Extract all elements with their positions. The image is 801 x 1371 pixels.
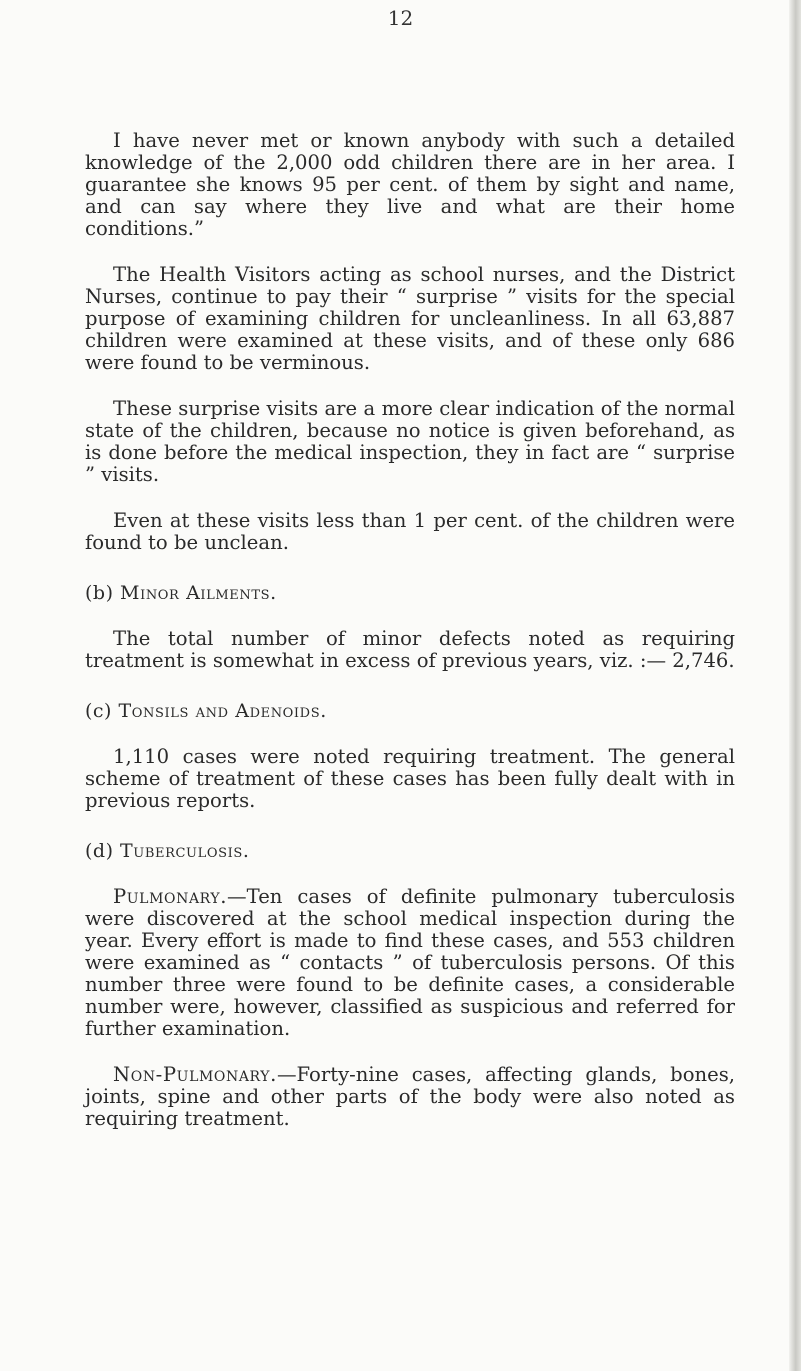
heading-tuberculosis xyxy=(85,840,735,862)
page-edge-shadow xyxy=(789,0,801,1371)
paragraph-quote-end: I have never met or known anybody with such a detailed knowledge of the 2,000 odd children there are in her area. I guarantee she knows 95 per cent. of them by sight and name, and can say where they live and what are their home conditions.” xyxy=(85,129,735,240)
pulmonary-text: —Ten cases of definite pulmonary tuberculosis were discovered at the school medical inspection during the year. Every effort is made to find these cases, and 553 children were examined as “ contacts ” of tuberculosis persons. Of this number three were found to be definite cases, a considerable number were, however, classified as suspicious and referred for further examination. xyxy=(85,885,735,1040)
heading-label: (d) xyxy=(85,840,121,862)
heading-label: (b) xyxy=(85,582,121,604)
paragraph-normal-state: These surprise visits are a more clear indication of the normal state of the children, because no notice is given beforehand, as is done before the medical inspection, they in fact are “ surprise ” visits. xyxy=(85,397,735,486)
paragraph-pulmonary xyxy=(85,886,735,1040)
heading-tonsils-adenoids xyxy=(85,700,735,722)
page-number: 12 xyxy=(387,6,414,30)
subheading-non-pulmonary: Non-Pulmonary. xyxy=(113,1063,277,1086)
heading-title: Minor Ailments. xyxy=(120,582,277,604)
paragraph-surprise-visits: The Health Visitors acting as school nurses, and the District Nurses, continue to pay their “ surprise ” visits for the special purpose of examining children for uncleanliness. In all 63,887 children were examined at these visits, and of these only 686 were found to be verminous. xyxy=(85,263,735,374)
paragraph-tonsils-adenoids: 1,110 cases were noted requiring treatment. The general scheme of treatment of these cases has been fully dealt with in previous reports. xyxy=(85,745,735,812)
heading-title: Tuberculosis. xyxy=(120,840,250,862)
paragraph-non-pulmonary xyxy=(85,1064,735,1130)
subheading-pulmonary: Pulmonary. xyxy=(113,885,228,908)
heading-title: Tonsils and Adenoids. xyxy=(118,700,327,722)
paragraph-minor-ailments: The total number of minor defects noted as requiring treatment is somewhat in excess of previous years, viz. :— 2,746. xyxy=(85,627,735,672)
heading-label: (c) xyxy=(85,700,119,722)
heading-minor-ailments xyxy=(85,582,735,604)
page-content xyxy=(85,130,735,1130)
non-pulmonary-text: —Forty-nine cases, affecting glands, bones, joints, spine and other parts of the body were also noted as requiring treatment. xyxy=(85,1063,735,1130)
paragraph-unclean: Even at these visits less than 1 per cent. of the children were found to be unclean. xyxy=(85,509,735,554)
